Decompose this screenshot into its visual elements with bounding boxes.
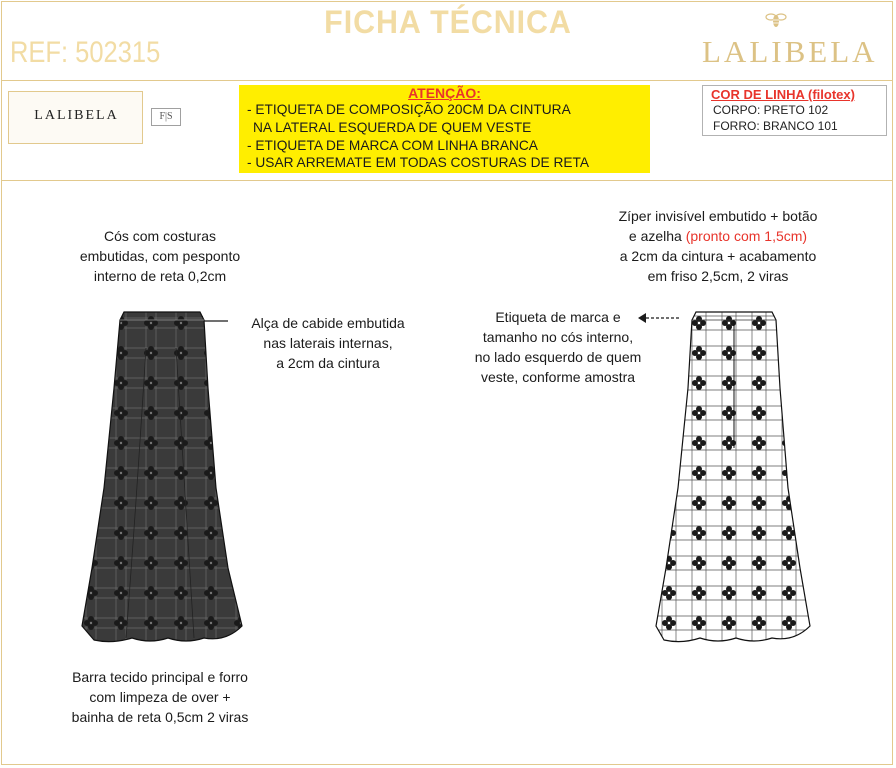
waistband-note: Cós com costuras embutidas, com pesponto interno de reta 0,2cm: [79, 228, 241, 284]
attention-line: NA LATERAL ESQUERDA DE QUEM VESTE: [253, 119, 532, 135]
thread-color-heading: COR DE LINHA (filotex): [711, 87, 855, 102]
bee-icon: [765, 10, 787, 30]
zipper-note: Zíper invisível embutido + botão e azelha (pronto com 1,5cm) a 2cm da cintura + acabamento em friso 2,5cm, 2 viras: [618, 208, 818, 284]
thread-color-line: FORRO: BRANCO 101: [713, 119, 838, 133]
page-title: FICHA TÉCNICA: [324, 4, 572, 40]
skirt-front-illustration: [76, 308, 246, 644]
body-divider: [2, 180, 893, 181]
thread-color-line: CORPO: PRETO 102: [713, 103, 829, 117]
fs-mark: F|S: [151, 108, 181, 126]
brand-logo-text: LALIBELA: [702, 34, 878, 69]
brand-logo-label: LALIBELA: [34, 108, 119, 123]
attention-line: - ETIQUETA DE MARCA COM LINHA BRANCA: [247, 137, 538, 153]
attention-heading: ATENÇÃO:: [408, 85, 481, 101]
brand-logo-box: [8, 91, 143, 144]
thread-color-box: [702, 85, 887, 136]
hanger-loop-note: Alça de cabide embutida nas laterais internas, a 2cm da cintura: [251, 315, 405, 371]
skirt-back-illustration: [654, 308, 814, 644]
brand-label-note: Etiqueta de marca e tamanho no cós interno, no lado esquerdo de quem veste, conforme amostra: [474, 309, 642, 385]
reference-code: REF: 502315: [10, 36, 161, 69]
hem-note: Barra tecido principal e forro com limpeza de over + bainha de reta 0,5cm 2 viras: [71, 669, 249, 725]
attention-line: - ETIQUETA DE COMPOSIÇÃO 20CM DA CINTURA: [247, 101, 571, 117]
attention-line: - USAR ARREMATE EM TODAS COSTURAS DE RETA: [247, 154, 590, 170]
header-divider: [2, 80, 893, 81]
attention-box: [239, 85, 650, 173]
